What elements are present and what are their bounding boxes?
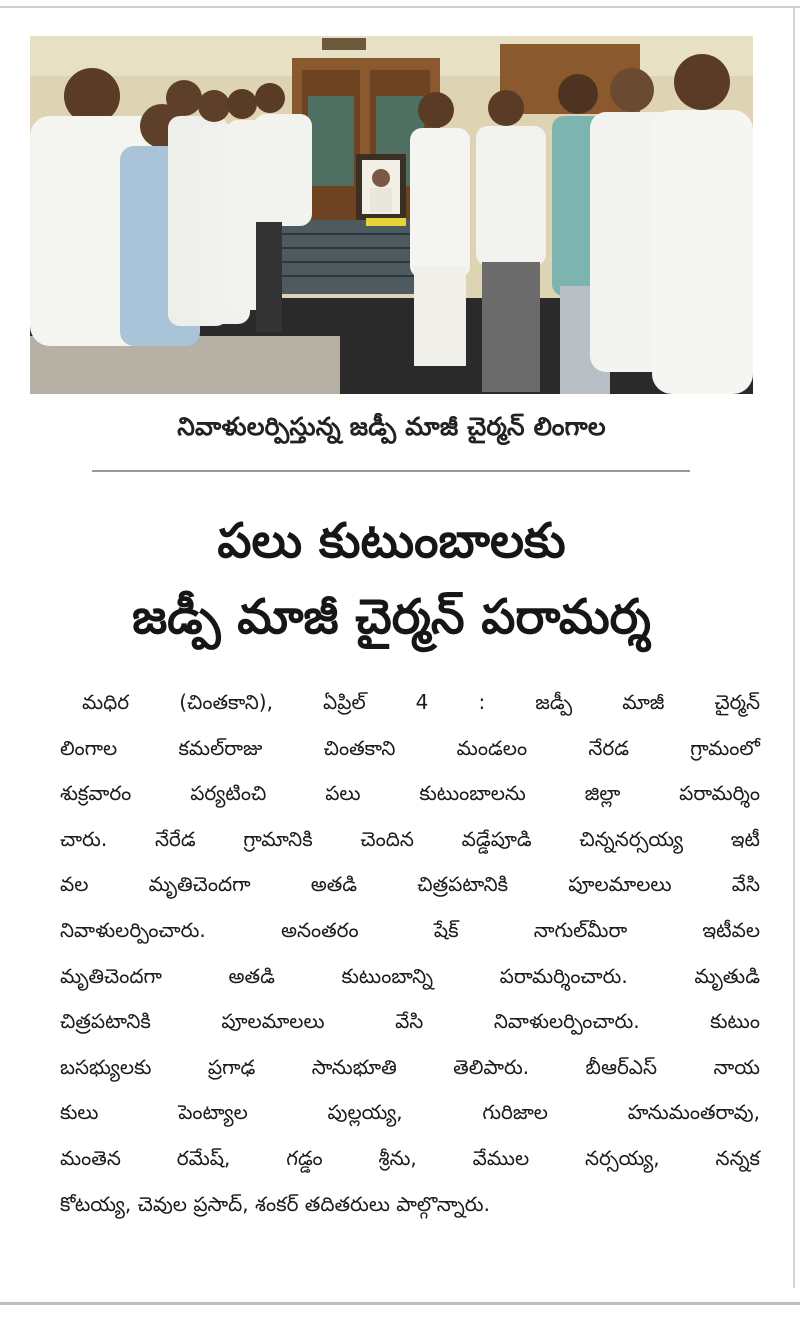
body-line: చారు. నేరేడ గ్రామానికి చెందిన వడ్డేపూడి చిన్ననర్సయ్య ఇటీ <box>60 826 760 851</box>
body-line: మధిర (చింతకాని), ఏప్రిల్ 4 : జడ్పీ మాజీ చైర్మన్ <box>82 690 760 714</box>
body-line: నివాళులర్పించారు. అనంతరం షేక్ నాగుల్‌మీరా ఇటీవల <box>60 917 760 942</box>
column-divider <box>793 8 795 1288</box>
headline <box>30 503 753 655</box>
body-line: కులు పెంట్యాల పుల్లయ్య, గురిజాల హనుమంతరావు, <box>60 1100 760 1125</box>
body-line: శుక్రవారం పర్యటించి పలు కుటుంబాలను జిల్లా పరామర్శిం <box>60 781 760 806</box>
body-line: మృతిచెందగా అతడి కుటుంబాన్ని పరామర్శించారు. మృతుడి <box>60 963 760 988</box>
caption-divider <box>92 470 690 472</box>
body-line: వల మృతిచెందగా అతడి చిత్రపటానికి పూలమాలలు వేసి <box>60 872 760 897</box>
body-line: కోటయ్య, చెవుల ప్రసాద్, శంకర్ తదితరులు పాల్గొన్నారు. <box>60 1191 490 1216</box>
headline-line-2: జడ్పీ మాజీ చైర్మన్ పరామర్శ <box>132 589 651 645</box>
body-line: లింగాల కమల్‌రాజు చింతకాని మండలం నేరడ గ్రామంలో <box>60 735 760 760</box>
article-body <box>60 680 760 1227</box>
body-line: బసభ్యులకు ప్రగాఢ సానుభూతి తెలిపారు. బీఆర్ఎస్ నాయ <box>60 1054 760 1079</box>
bottom-border <box>0 1302 800 1305</box>
photo-caption: నివాళులర్పిస్తున్న జడ్పీ మాజీ చైర్మన్ లింగాల <box>177 412 606 441</box>
news-photo-icon <box>30 36 753 394</box>
body-line: చిత్రపటానికి పూలమాలలు వేసి నివాళులర్పించారు. కుటుం <box>60 1009 760 1034</box>
headline-line-1: పలు కుటుంబాలకు <box>217 513 566 569</box>
news-photo <box>30 36 753 394</box>
top-border <box>0 6 800 8</box>
body-line: మంతెన రమేష్, గడ్డం శ్రీను, వేముల నర్సయ్య, నన్నక <box>60 1145 760 1170</box>
